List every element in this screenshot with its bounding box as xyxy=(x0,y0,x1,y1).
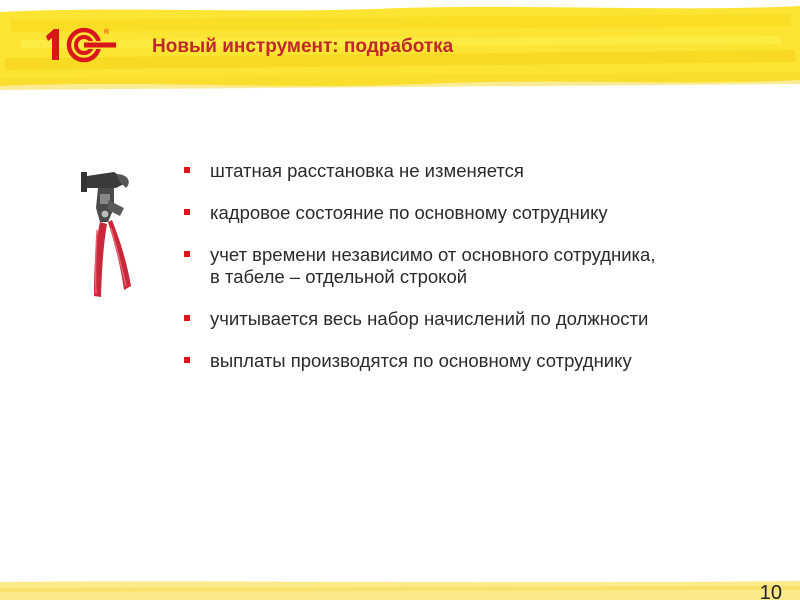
page-number: 10 xyxy=(759,582,782,604)
1c-logo xyxy=(40,22,120,67)
bullet-text: учет времени независимо от основного сотрудника, в табеле – отдельной строкой xyxy=(210,244,656,287)
bullet-square-icon xyxy=(184,209,190,215)
bullet-square-icon xyxy=(184,315,190,321)
bullet-text: кадровое состояние по основному сотруднику xyxy=(210,202,608,223)
pliers-tool-icon xyxy=(70,160,150,305)
bullet-list xyxy=(182,160,782,392)
slide-title: Новый инструмент: подработка xyxy=(152,36,454,57)
bullet-square-icon xyxy=(184,167,190,173)
bullet-square-icon xyxy=(184,251,190,257)
bullet-item xyxy=(182,244,782,288)
registered-mark: ® xyxy=(104,29,110,36)
bullet-text: учитывается весь набор начислений по должности xyxy=(210,308,649,329)
bullet-square-icon xyxy=(184,357,190,363)
bullet-item xyxy=(182,202,782,224)
bullet-item xyxy=(182,350,782,372)
bullet-item xyxy=(182,308,782,330)
bullet-item xyxy=(182,160,782,182)
bullet-text: штатная расстановка не изменяется xyxy=(210,160,524,181)
footer-band xyxy=(0,578,800,600)
bullet-text: выплаты производятся по основному сотруднику xyxy=(210,350,632,371)
